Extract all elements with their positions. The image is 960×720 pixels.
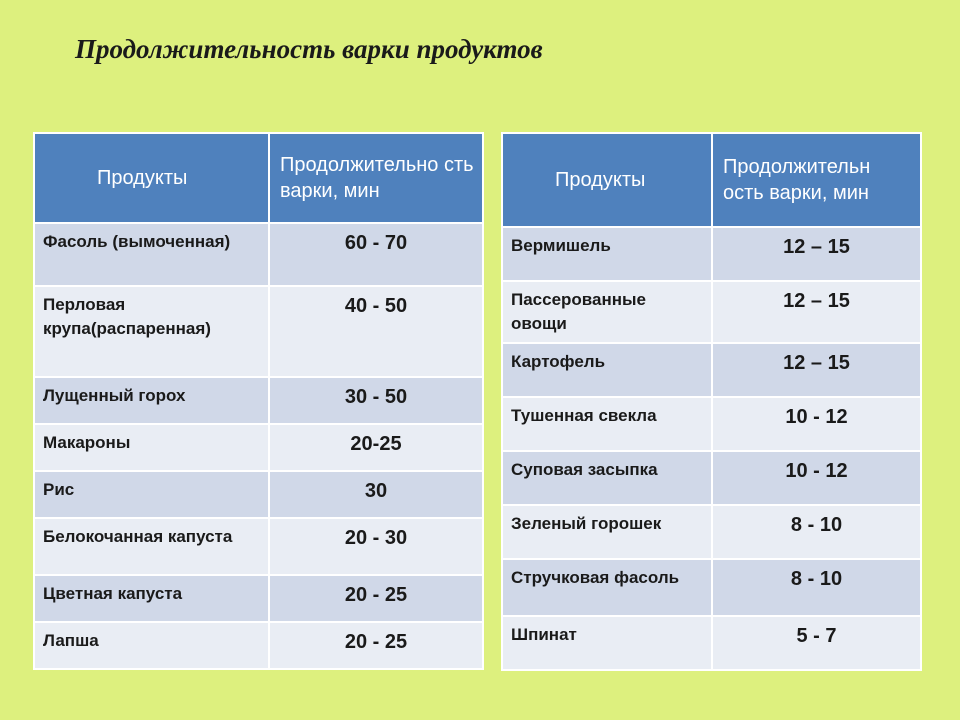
cooking-time-value: 10 - 12 — [712, 397, 921, 451]
product-name: Фасоль (вымоченная) — [34, 223, 269, 286]
product-name: Белокочанная капуста — [34, 518, 269, 575]
product-name: Шпинат — [502, 616, 712, 670]
product-name: Тушенная свекла — [502, 397, 712, 451]
product-name: Зеленый горошек — [502, 505, 712, 559]
cooking-time-value: 5 - 7 — [712, 616, 921, 670]
product-name: Стручковая фасоль — [502, 559, 712, 616]
table-row — [34, 471, 483, 518]
table-row — [34, 377, 483, 424]
product-name: Рис — [34, 471, 269, 518]
column-header-cooking-time: Продолжительно сть варки, мин — [269, 133, 483, 223]
table-row — [502, 559, 921, 616]
table-row — [502, 227, 921, 281]
table-row — [502, 397, 921, 451]
cooking-time-value: 60 - 70 — [269, 223, 483, 286]
product-name: Пассерованные овощи — [502, 281, 712, 343]
cooking-time-value: 12 – 15 — [712, 343, 921, 397]
cooking-time-value: 20 - 25 — [269, 575, 483, 622]
table-row — [34, 286, 483, 377]
product-name: Макароны — [34, 424, 269, 471]
cooking-time-value: 12 – 15 — [712, 227, 921, 281]
product-name: Лущенный горох — [34, 377, 269, 424]
table-row — [502, 281, 921, 343]
cooking-time-value: 30 — [269, 471, 483, 518]
product-name: Суповая засыпка — [502, 451, 712, 505]
table-row — [34, 518, 483, 575]
cooking-time-value: 30 - 50 — [269, 377, 483, 424]
cooking-time-value: 8 - 10 — [712, 505, 921, 559]
column-header-products: Продукты — [34, 133, 269, 223]
product-name: Картофель — [502, 343, 712, 397]
cooking-time-value: 40 - 50 — [269, 286, 483, 377]
cooking-time-value: 8 - 10 — [712, 559, 921, 616]
table-row — [34, 575, 483, 622]
cooking-time-value: 12 – 15 — [712, 281, 921, 343]
product-name: Вермишель — [502, 227, 712, 281]
cooking-time-value: 20-25 — [269, 424, 483, 471]
column-header-products: Продукты — [502, 133, 712, 227]
column-header-cooking-time: Продолжительн ость варки, мин — [712, 133, 921, 227]
table-row — [34, 622, 483, 669]
cooking-time-value: 20 - 25 — [269, 622, 483, 669]
cooking-time-value: 10 - 12 — [712, 451, 921, 505]
product-name: Цветная капуста — [34, 575, 269, 622]
table-row — [502, 343, 921, 397]
cooking-time-table-left — [33, 132, 484, 670]
table-row — [502, 451, 921, 505]
product-name: Перловая крупа(распаренная) — [34, 286, 269, 377]
cooking-time-value: 20 - 30 — [269, 518, 483, 575]
page-title: Продолжительность варки продуктов — [75, 34, 543, 64]
table-row — [34, 424, 483, 471]
product-name: Лапша — [34, 622, 269, 669]
table-row — [502, 505, 921, 559]
cooking-time-table-right — [501, 132, 922, 671]
table-row — [34, 223, 483, 286]
table-row — [502, 616, 921, 670]
